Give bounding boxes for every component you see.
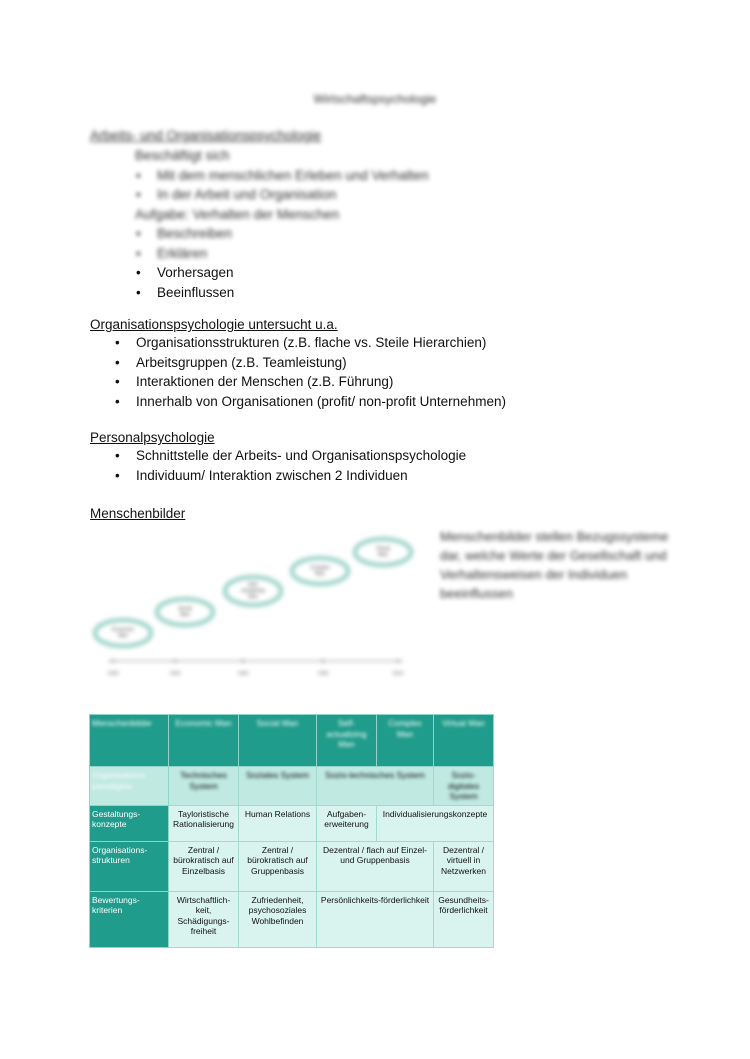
table-cell: Technisches System: [169, 767, 239, 806]
list-item: • Beeinflussen: [90, 283, 429, 303]
section-personalpsychologie: [90, 430, 466, 485]
timeline-tick: [173, 659, 177, 663]
table-cell: Dezentral / virtuell in Netzwerken: [434, 841, 494, 891]
table-header-cell: Economic Man: [169, 715, 239, 767]
timeline-tick: [241, 659, 245, 663]
timeline-stage-label: actualizing: [241, 588, 265, 594]
list-item: • Schnittstelle der Arbeits- und Organisationspsychologie: [90, 446, 466, 466]
timeline-tick: [396, 659, 400, 663]
table-cell: Soziales System: [239, 767, 317, 806]
table-cell: Tayloristische Rationalisierung: [169, 805, 239, 841]
section-heading: Arbeits- und Organisationspsychologie: [90, 128, 322, 143]
menschenbilder-table: [89, 714, 494, 948]
list-item: • In der Arbeit und Organisation: [90, 185, 429, 205]
timeline-stage-label: Man: [180, 612, 190, 618]
table-row-label: Gestaltungs-konzepte: [90, 805, 169, 841]
menschenbilder-timeline: [88, 525, 418, 685]
section-heading: Menschenbilder: [90, 506, 186, 521]
timeline-stage-label: Self-: [247, 582, 259, 588]
table-cell: Persönlichkeits-förderlichkeit: [317, 891, 434, 947]
timeline-year: 2010: [392, 671, 404, 677]
timeline-year: 1900: [107, 671, 119, 677]
list-item: • Individuum/ Interaktion zwischen 2 Individuen: [90, 466, 466, 486]
section-menschenbilder: [90, 506, 185, 521]
table-cell: Zentral / bürokratisch auf Gruppenbasis: [239, 841, 317, 891]
list-item: • Beschreiben: [90, 224, 429, 244]
table-header-row: [90, 715, 494, 767]
timeline-tick: [321, 659, 325, 663]
timeline-stage-label: Man: [315, 571, 325, 577]
timeline-year: 1960: [237, 671, 249, 677]
menschenbilder-description: Menschenbilder stellen Bezugssysteme dar, welche Werte der Gesellschaft und Verhaltensweisen der Individuen beeinflussen: [440, 529, 669, 601]
timeline-stage-label: Man: [248, 594, 258, 600]
table-cell: Wirtschaftlich-keit, Schädigungs-freiheit: [169, 891, 239, 947]
list-item: • Arbeitsgruppen (z.B. Teamleistung): [90, 353, 506, 373]
section-arbeits-organisationspsychologie: [90, 128, 429, 302]
timeline-tick: [111, 659, 115, 663]
table-row: [90, 767, 494, 806]
table-cell: Sozio-technisches System: [317, 767, 434, 806]
section-organisationspsychologie: [90, 317, 506, 411]
table-cell: Gesundheits-förderlichkeit: [434, 891, 494, 947]
task-line: Aufgabe: Verhalten der Menschen: [135, 206, 340, 222]
timeline-stage-label: Economic: [112, 627, 134, 633]
table-cell: Sozio-digitales System: [434, 767, 494, 806]
timeline-year: 1930: [169, 671, 181, 677]
timeline-stage-label: Man: [118, 633, 128, 639]
table-header-cell: Menschenbilder: [90, 715, 169, 767]
document-title: Wirtschaftspsychologie: [313, 92, 437, 106]
table-header-cell: Self-actualizing Man: [317, 715, 377, 767]
list-item: • Organisationsstrukturen (z.B. flache vs. Steile Hierarchien): [90, 333, 506, 353]
timeline-year: 1990: [317, 671, 329, 677]
list-item: • Erklären: [90, 244, 429, 264]
table-header-cell: Virtual Man: [434, 715, 494, 767]
table-cell: Zentral / bürokratisch auf Einzelbasis: [169, 841, 239, 891]
timeline-stage-label: Man: [378, 552, 388, 558]
table-header-cell: Social Man: [239, 715, 317, 767]
table-row-label: Organisations-strukturen: [90, 841, 169, 891]
list-item: • Innerhalb von Organisationen (profit/ non-profit Unternehmen): [90, 392, 506, 412]
timeline-stage-label: Virtual: [375, 546, 391, 552]
list-item: • Mit dem menschlichen Erleben und Verhalten: [90, 166, 429, 186]
table-row-label: Organisations-paradigma: [90, 767, 169, 806]
list-item: • Interaktionen der Menschen (z.B. Führung): [90, 372, 506, 392]
table-cell: Individualisierungskonzepte: [377, 805, 494, 841]
table-header-cell: Complex Man: [377, 715, 434, 767]
table-cell: Dezentral / flach auf Einzel- und Gruppenbasis: [317, 841, 434, 891]
list-item: • Vorhersagen: [90, 263, 429, 283]
table-cell: Aufgaben-erweiterung: [317, 805, 377, 841]
table-cell: Zufriedenheit, psychosoziales Wohlbefinden: [239, 891, 317, 947]
intro-line: Beschäftigt sich: [135, 148, 230, 163]
table-row-label: Bewertungs-kriterien: [90, 891, 169, 947]
table-row: [90, 805, 494, 841]
section-heading: Organisationspsychologie untersucht u.a.: [90, 317, 338, 332]
table-cell: Human Relations: [239, 805, 317, 841]
timeline-stage-label: Complex: [310, 565, 330, 571]
section-heading: Personalpsychologie: [90, 430, 215, 445]
table-row: [90, 891, 494, 947]
table-row: [90, 841, 494, 891]
timeline-stage-label: Social: [178, 606, 192, 612]
